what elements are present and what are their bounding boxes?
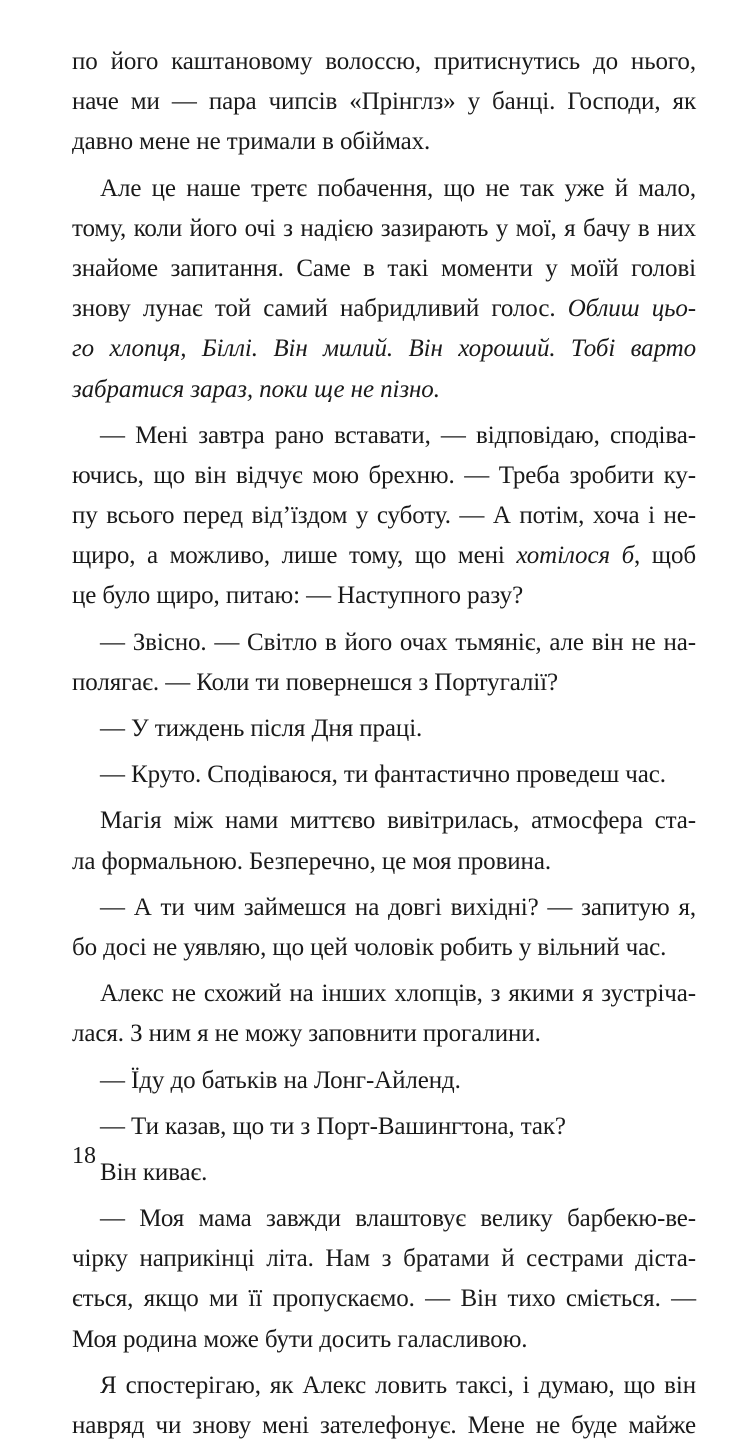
text-line [72, 370, 696, 410]
text-line [72, 801, 696, 841]
text-line [72, 888, 696, 928]
text-line [72, 1153, 696, 1193]
page-number: 18 [72, 1143, 96, 1169]
text-line [72, 974, 696, 1014]
text-segment: Він киває. [100, 1158, 208, 1186]
text-segment: знайоме запитання. Саме в такі моменти у моїй голові [72, 254, 696, 282]
text-line [72, 169, 696, 209]
text-line [72, 709, 696, 749]
text-line [72, 209, 696, 249]
text-segment: — А ти чим займешся на довгі вихідні? — запитую я, [100, 893, 696, 921]
paragraph [72, 709, 696, 749]
text-segment: це було щиро, питаю: — Наступного разу? [72, 582, 524, 610]
text-segment: тому, коли його очі з надією зазирають у мої, я бачу в них [72, 214, 696, 242]
paragraph [72, 1366, 696, 1446]
italic-text: Облиш цьо- [567, 295, 697, 323]
text-segment: Я спостерігаю, як Алекс ловить таксі, і думаю, що він [100, 1371, 696, 1399]
paragraph [72, 1153, 696, 1193]
text-segment: бо досі не уявляю, що цей чоловік робить у вільний час. [72, 933, 667, 961]
text-line [72, 1320, 696, 1360]
text-segment: давно мене не тримали в обіймах. [72, 128, 431, 156]
paragraph [72, 42, 696, 163]
text-segment: Алекс не схожий на інших хлопців, з якими я зустріча- [100, 980, 696, 1008]
text-segment: — Їду до батьків на Лонг-Айленд. [100, 1066, 461, 1094]
text-line [72, 1107, 696, 1147]
text-line [72, 1239, 696, 1279]
text-segment: — Мені завтра рано вставати, — відповідаю, сподіва- [100, 421, 696, 449]
italic-text: хотілося б [516, 542, 635, 570]
text-line [72, 1061, 696, 1101]
text-line [72, 623, 696, 663]
text-line [72, 663, 696, 703]
text-segment: навряд чи знову мені зателефонує. Мене не буде майже [72, 1412, 696, 1439]
text-line [72, 755, 696, 795]
text-line [72, 1199, 696, 1239]
text-line [72, 329, 696, 369]
text-line [72, 1014, 696, 1054]
text-line [72, 576, 696, 616]
text-line [72, 456, 696, 496]
text-segment: наче ми — пара чипсів «Прінглз» у банці. Господи, як [72, 88, 696, 116]
page-body-text [72, 42, 696, 1446]
text-line [72, 82, 696, 122]
text-line [72, 1366, 696, 1406]
text-line [72, 1279, 696, 1319]
text-segment: по його каштановому волоссю, притиснутись до нього, [72, 48, 696, 75]
paragraph [72, 755, 696, 795]
paragraph [72, 169, 696, 410]
text-line [72, 289, 696, 329]
text-segment: щиро, а можливо, лише тому, що мені [72, 542, 517, 570]
text-line [72, 496, 696, 536]
paragraph [72, 1061, 696, 1101]
text-line [72, 928, 696, 968]
text-line [72, 536, 696, 576]
text-line [72, 249, 696, 289]
text-line [72, 122, 696, 162]
italic-text: забратися зараз, поки ще не пізно. [72, 375, 440, 403]
text-line [72, 416, 696, 456]
text-segment: — Ти казав, що ти з Порт-Вашингтона, так? [100, 1112, 566, 1140]
text-line [72, 1406, 696, 1446]
text-segment: Магія між нами миттєво вивітрилась, атмосфера ста- [100, 807, 696, 835]
paragraph [72, 623, 696, 703]
text-segment: пу всього перед від’їздом у суботу. — А потім, хоча і не- [72, 502, 696, 530]
text-segment: — Круто. Сподіваюся, ти фантастично проведеш час. [100, 761, 666, 789]
text-segment: чірку наприкінці літа. Нам з братами й сестрами діста- [72, 1245, 696, 1273]
text-line [72, 42, 696, 82]
text-segment: — Звісно. — Світло в його очах тьмяніє, але він не на- [100, 628, 696, 656]
text-segment: Але це наше третє побачення, що не так уже й мало, [100, 174, 696, 202]
paragraph [72, 974, 696, 1054]
text-segment: знову лунає той самий набридливий голос. [72, 295, 568, 323]
text-line [72, 842, 696, 882]
text-segment: ючись, що він відчує мою брехню. — Треба зробити ку- [72, 461, 696, 489]
paragraph [72, 801, 696, 881]
paragraph [72, 1107, 696, 1147]
text-segment: ла формальною. Безперечно, це моя провина. [72, 847, 551, 875]
italic-text: го хлопця, Біллі. Він милий. Він хороший. Тобі варто [72, 335, 696, 363]
text-segment: , щоб [634, 542, 696, 570]
text-segment: полягає. — Коли ти повернешся з Португалії? [72, 668, 558, 696]
text-segment: лася. З ним я не можу заповнити прогалини. [72, 1020, 541, 1048]
paragraph [72, 1199, 696, 1360]
text-segment: Моя родина може бути досить галасливою. [72, 1325, 528, 1353]
paragraph [72, 888, 696, 968]
text-segment: ється, якщо ми її пропускаємо. — Він тихо сміється. — [72, 1285, 696, 1313]
text-segment: — Моя мама завжди влаштовує велику барбекю-ве- [100, 1205, 696, 1233]
paragraph [72, 416, 696, 617]
text-segment: — У тиждень після Дня праці. [100, 715, 423, 742]
